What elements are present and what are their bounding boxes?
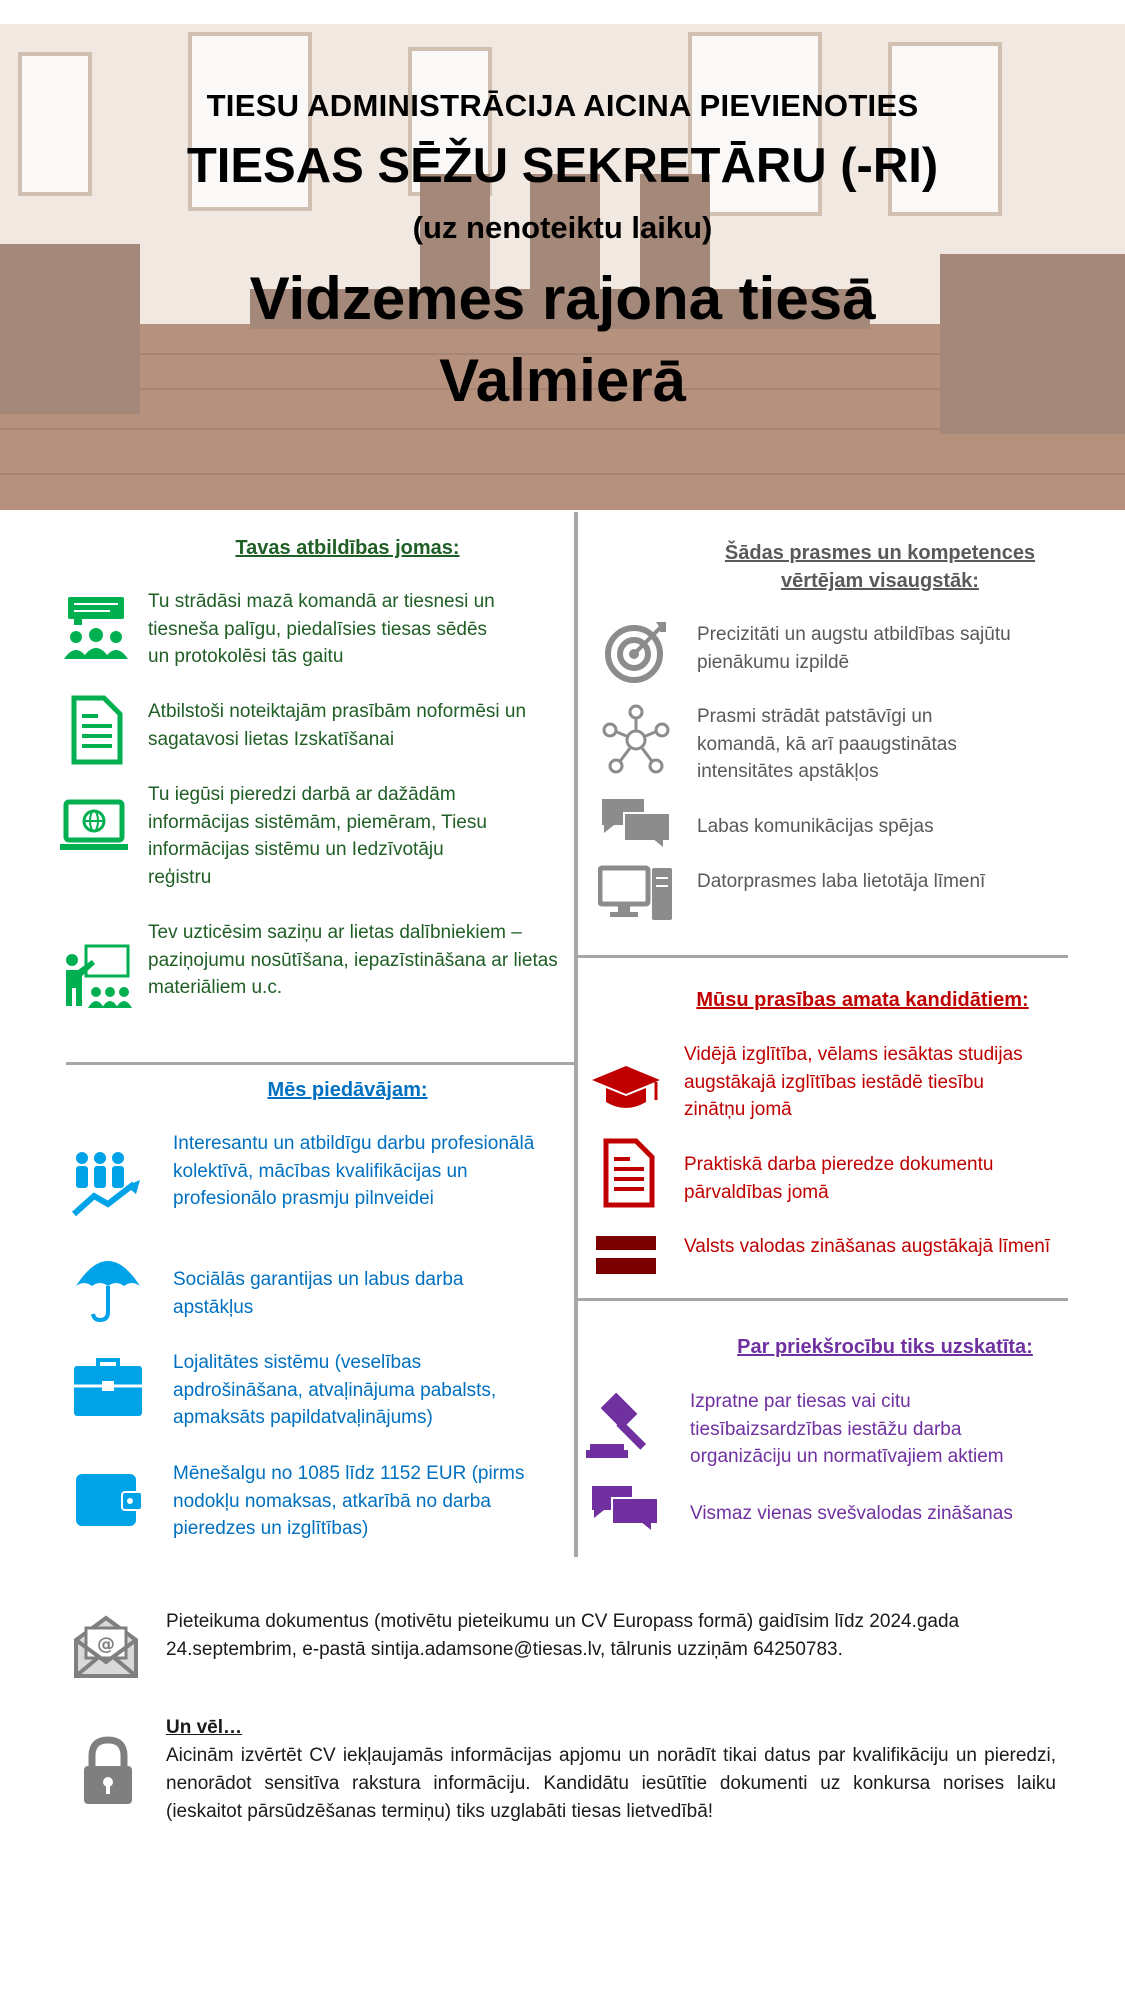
header-term-note: (uz nenoteiktu laiku): [412, 210, 713, 245]
document-icon: [592, 1137, 664, 1209]
target-icon: [600, 616, 672, 688]
umbrella-icon: [72, 1252, 144, 1324]
growth-team-icon: [70, 1148, 142, 1220]
competence-text-4: Datorprasmes laba lietotāja līmenī: [697, 871, 986, 892]
email-envelope-icon: [70, 1610, 142, 1682]
offer-heading: Mēs piedāvājam:: [267, 1079, 428, 1101]
right-horizontal-divider-bottom: [578, 1298, 1068, 1301]
requirement-text-2: Praktiskā darba pieredze dokumentu pārvaldības jomā: [684, 1154, 994, 1203]
laptop-globe-icon: [58, 792, 130, 864]
graduation-cap-icon: [590, 1052, 662, 1124]
chat-bubbles-icon: [590, 1484, 662, 1534]
right-horizontal-divider-top: [578, 955, 1068, 958]
competence-text-2: Prasmi strādāt patstāvīgi un komandā, kā arī paaugstinātas intensitātes apstākļos: [697, 706, 957, 782]
advantage-text-2: Vismaz vienas svešvalodas zināšanas: [690, 1503, 1013, 1524]
left-horizontal-divider: [66, 1062, 574, 1065]
network-icon: [600, 704, 672, 776]
requirements-heading: Mūsu prasības amata kandidātiem:: [696, 989, 1029, 1011]
offer-text-1: Interesantu un atbildīgu darbu profesionālā kolektīvā, mācības kvalifikācijas un profesionālo prasmju pilnveidei: [173, 1133, 535, 1209]
offer-text-3: Lojalitātes sistēmu (veselības apdrošināšana, atvaļinājuma pabalsts, apmaksāts papildatvaļinājums): [173, 1352, 497, 1428]
vertical-divider: [574, 512, 578, 1557]
advantage-heading: Par priekšrocību tiks uzskatīta:: [737, 1336, 1033, 1358]
document-icon: [60, 694, 132, 766]
offer-text-4: Mēnešalgu no 1085 līdz 1152 EUR (pirms nodokļu nomaksas, atkarībā no darba pieredzes un izglītības): [173, 1463, 525, 1539]
flag-icon: [592, 1234, 664, 1278]
responsibility-text-2: Atbilstoši noteiktajām prasībām noformēsi un sagatavosi lietas Izskatīšanai: [148, 701, 527, 750]
privacy-heading: Un vēl…: [166, 1717, 243, 1738]
competence-text-1: Precizitāti un augstu atbildības sajūtu pienākumu izpildē: [697, 624, 1011, 673]
gavel-icon: [584, 1392, 660, 1460]
offer-text-2: Sociālās garantijas un labus darba apstākļus: [173, 1269, 464, 1318]
competences-heading: Šādas prasmes un kompetences vērtējam visaugstāk:: [724, 542, 1036, 592]
chat-bubbles-icon: [600, 793, 672, 853]
padlock-icon: [80, 1736, 136, 1806]
header-position-title: TIESAS SĒŽU SEKRETĀRU (-RI): [186, 139, 939, 193]
responsibilities-heading: Tavas atbildības jomas:: [235, 537, 460, 559]
team-meeting-icon: [60, 593, 132, 665]
advantage-text-1: Izpratne par tiesas vai citu tiesībaizsardzības iestāžu darba organizāciju un normatīvajiem aktiem: [690, 1391, 1004, 1467]
header-city: Valmierā: [439, 347, 686, 414]
competence-text-3: Labas komunikācijas spējas: [697, 816, 934, 837]
header-invite-line: TIESU ADMINISTRĀCIJA AICINA PIEVIENOTIES: [206, 88, 919, 123]
application-instructions: Pieteikuma dokumentus (motivētu pieteikumu un CV Europass formā) gaidīsim līdz 2024.gada 24.septembrim, e-pastā sintija.adamsone@tiesas.lv, tālrunis uzziņām 64250783.: [166, 1611, 960, 1660]
requirement-text-1: Vidējā izglītība, vēlams iesāktas studijas augstākajā izglītības iestādē tiesību zinātņu jomā: [684, 1044, 1023, 1120]
header-banner: [0, 24, 1125, 510]
privacy-notice: Aicinām izvērtēt CV iekļaujamās informācijas apjomu un norādīt tikai datus par kvalifikāciju un pieredzi, nenorādot sensitīva rakstura informāciju. Kandidātu iesūtītie dokumenti uz konkursa norises laiku (ieskaitot pārsūdzēšanas termiņu) tiks uzglabāti tiesas lietvedībā!: [166, 1745, 1056, 1822]
wallet-icon: [72, 1464, 144, 1536]
briefcase-icon: [72, 1350, 144, 1422]
header-court-name: Vidzemes rajona tiesā: [249, 265, 876, 332]
responsibility-text-3: Tu iegūsi pieredzi darbā ar dažādām informācijas sistēmām, piemēram, Tiesu informācijas sistēmu un Iedzīvotāju reģistru: [148, 784, 487, 888]
computer-icon: [598, 864, 674, 924]
requirement-text-3: Valsts valodas zināšanas augstākajā līmenī: [684, 1236, 1051, 1257]
presenter-icon: [60, 942, 132, 1014]
svg-text:@: @: [97, 1634, 115, 1655]
responsibility-text-1: Tu strādāsi mazā komandā ar tiesnesi un tiesneša palīgu, piedalīsies tiesas sēdēs un protokolēsi tās gaitu: [148, 591, 495, 667]
responsibility-text-4: Tev uzticēsim saziņu ar lietas dalībniekiem – paziņojumu nosūtīšana, iepazīstināšana ar lietas materiāliem u.c.: [148, 922, 558, 998]
